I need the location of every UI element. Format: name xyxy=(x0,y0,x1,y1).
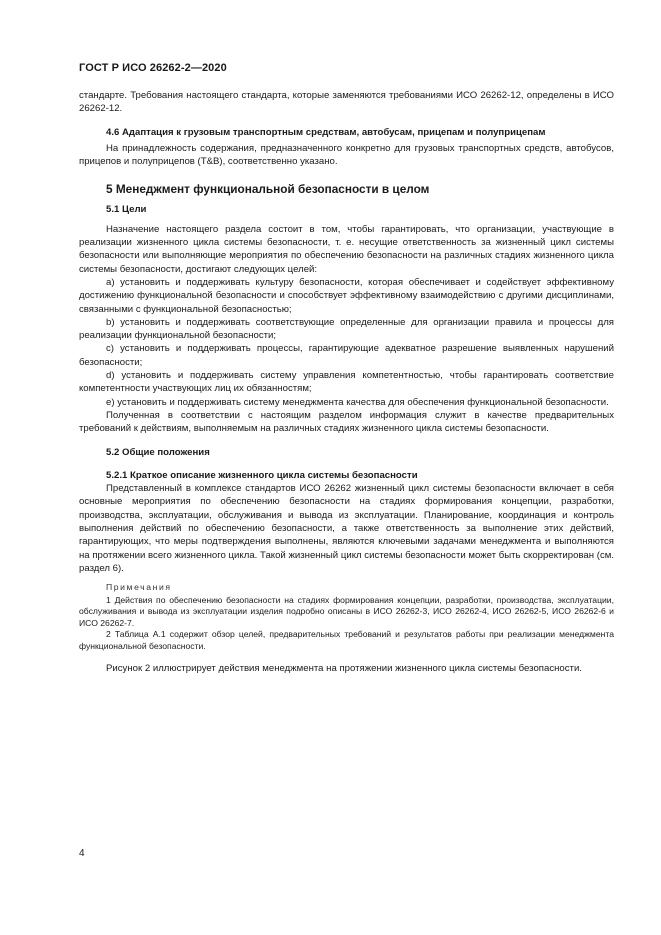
document-header: ГОСТ Р ИСО 26262-2—2020 xyxy=(79,62,227,74)
intro-paragraph: стандарте. Требования настоящего стандарта, которые заменяются требованиями ИСО 26262-12, определены в ИСО 26262-12. xyxy=(79,90,614,115)
goal-item-e: e) установить и поддерживать систему менеджмента качества для обеспечения функциональной безопасности. xyxy=(106,396,609,408)
note-2: 2 Таблица A.1 содержит обзор целей, предварительных требований и результатов работы при реализации менеджмента функциональной безопасности. xyxy=(79,629,614,651)
notes-heading: Примечания xyxy=(106,582,172,593)
section-5-2-1-paragraph: Представленный в комплексе стандартов ИСО 26262 жизненный цикл системы безопасности включает в себя основные мероприятия по обеспечению безопасности на стадиях формирования концепции, разработки, производства, эксплуатации, обслуживания и вывода из эксплуатации. Планирование, координация и контроль выполнения действий по обеспечению безопасности, а также ответственность за выполнение этих действий, гарантирующих, что меры подтверждения выполнены, являются ключевыми задачами менеджмента и выполняются на протяжении всего жизненного цикла. Такой жизненный цикл системы безопасности может быть скорректирован (см. раздел 6). xyxy=(79,483,614,574)
note-1: 1 Действия по обеспечению безопасности на стадиях формирования концепции, разработки, производства, эксплуатации, обслуживания и вывода из эксплуатации изделия подробно описаны в ИСО 26262-3, ИСО 26262-4, ИСО 26262-5, ИСО 26262-6 и ИСО 26262-7. xyxy=(79,594,614,628)
goal-item-d: d) установить и поддерживать систему управления компетентностью, чтобы гарантировать соответствие компетентности участвующих лиц их обязанностям; xyxy=(79,370,614,395)
section-5-2-heading: 5.2 Общие положения xyxy=(106,446,210,458)
section-5-2-1-heading: 5.2.1 Краткое описание жизненного цикла системы безопасности xyxy=(106,469,418,481)
goal-item-b: b) установить и поддерживать соответствующие определенные для организации правила и процессы для реализации функциональной безопасности; xyxy=(79,316,614,342)
section-5-1-heading: 5.1 Цели xyxy=(106,204,147,216)
section-4-6-heading: 4.6 Адаптация к грузовым транспортным средствам, автобусам, прицепам и полуприцепам xyxy=(106,126,546,138)
section-5-heading: 5 Менеджмент функциональной безопасности в целом xyxy=(106,182,430,197)
goal-item-c: c) установить и поддерживать процессы, гарантирующие адекватное разрешение выявленных нарушений безопасности; xyxy=(79,343,614,368)
page-number: 4 xyxy=(79,848,85,859)
figure-reference-paragraph: Рисунок 2 иллюстрирует действия менеджмента на протяжении жизненного цикла системы безопасности. xyxy=(106,663,582,675)
section-5-1-intro: Назначение настоящего раздела состоит в том, чтобы гарантировать, что организации, участвующие в реализации жизненного цикла системы безопасности, т. е. несущие ответственность за жизненный цикл системы безопасности или выполняющие мероприятия по обеспечению безопасности на различных стадиях жизненного цикла системы безопасности, достигают следующих целей: xyxy=(79,223,614,275)
goal-item-a: a) установить и поддерживать культуру безопасности, которая обеспечивает и содействует эффективному достижению функциональной безопасности и способствует эффективному взаимодействию с другими дисциплинами, связанными с функциональной безопасностью; xyxy=(79,276,614,315)
section-4-6-paragraph: На принадлежность содержания, предназначенного конкретно для грузовых транспортных средств, автобусов, прицепов и полуприцепов (T&B), соответственно указано. xyxy=(79,142,614,168)
section-5-1-closing: Полученная в соответствии с настоящим разделом информация служит в качестве предварительных требований к действиям, выполняемым на различных стадиях жизненного цикла системы безопасности. xyxy=(79,409,614,435)
page-content xyxy=(79,89,614,676)
